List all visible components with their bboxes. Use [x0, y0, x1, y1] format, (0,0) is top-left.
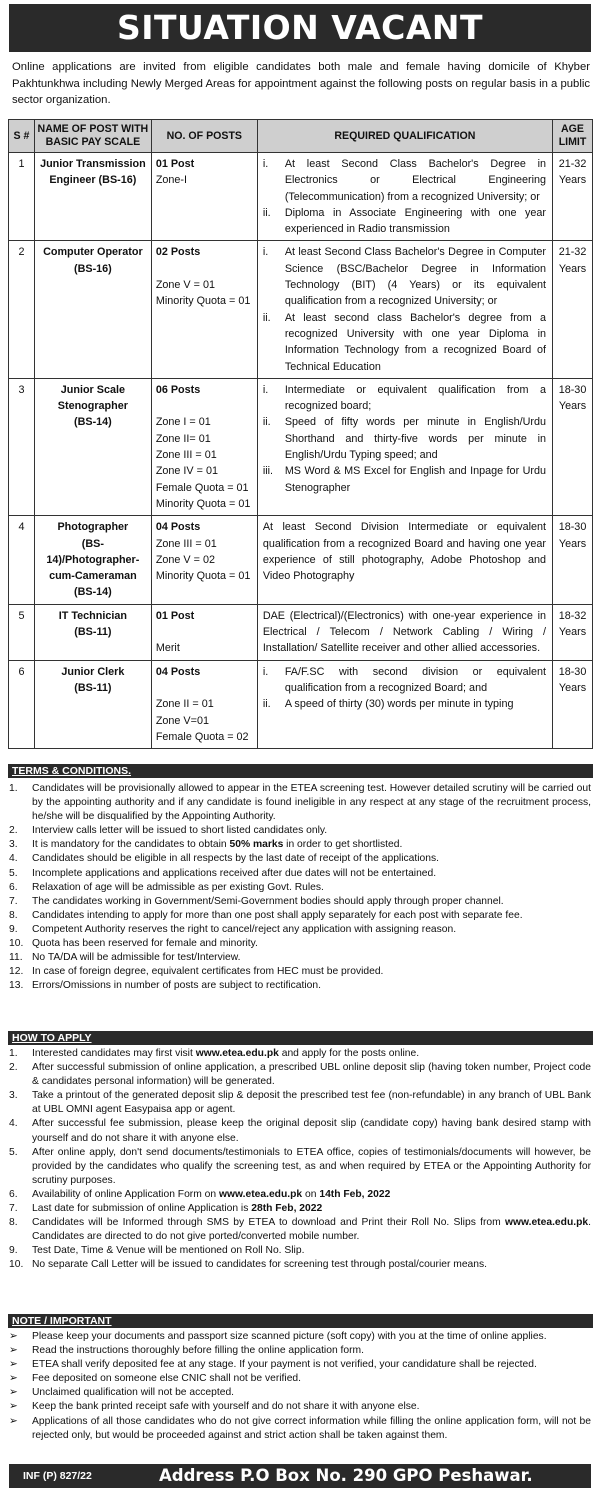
serial-number-cell: 6 [9, 660, 35, 748]
post-name-line: (BS-11) [74, 681, 112, 694]
item-text: Incomplete applications and applications received after due dates will not be entertained. [32, 867, 437, 879]
item-text: Candidates will be provisionally allowed to appear in the ETEA screening test. However detailed scrutiny will be carried out by the appointing authority and if any candidate is found ineligible in any respect at any stage of the recruitment process, he/she will be disqualified by the Appointing Authority. [32, 783, 591, 823]
qualification-marker: iii. [262, 465, 274, 478]
age-limit-line: 21-32 [558, 246, 587, 259]
bullet-marker: ➢ [9, 1345, 18, 1357]
bullet-marker: ➢ [9, 1415, 18, 1427]
list-item [9, 1047, 591, 1061]
zone-quota-line: Zone V = 01 [155, 279, 215, 292]
qualification-cell [257, 516, 552, 604]
age-limit-line: Years [558, 400, 587, 413]
posts-count: 06 Posts [155, 383, 201, 396]
post-name-cell [34, 516, 151, 604]
age-limit-line: 18-30 [558, 383, 587, 396]
qualification-item [263, 696, 546, 712]
posts-count: 01 Post [155, 609, 195, 622]
qualification-marker: i. [262, 665, 269, 678]
list-item [9, 923, 591, 937]
item-number: 1. [9, 783, 18, 794]
item-number: 13. [9, 980, 24, 992]
posts-count-cell [151, 241, 257, 378]
qualification-text: Speed of fifty words per minute in English/Urdu Shorthand and thirty-five words per minute in English/Urdu Typing speed; and [284, 416, 547, 462]
post-name-line: Stenographer [57, 400, 128, 413]
bullet-marker: ➢ [9, 1401, 18, 1413]
item-number: 9. [9, 1245, 18, 1257]
terms-list [9, 782, 591, 993]
item-text: The candidates working in Government/Semi-Government bodies should apply through proper channel. [32, 895, 504, 907]
qualification-text: MS Word & MS Excel for English and Inpage for Urdu Stenographer [284, 465, 547, 494]
item-text: Competent Authority reserves the right to cancel/reject any application with assigning reason. [32, 923, 457, 935]
header-post-name: NAME OF POST WITH BASIC PAY SCALE [34, 120, 151, 153]
item-text: It is mandatory for the candidates to obtain 50% marks in order to get shortlisted. [32, 839, 403, 851]
bullet-marker: ➢ [9, 1373, 18, 1385]
item-number: 10. [9, 1259, 24, 1271]
list-item [9, 1386, 591, 1400]
item-number: 2. [9, 1062, 18, 1074]
inf-number: INF (P) 827/22 [23, 1470, 92, 1482]
list-item [9, 1258, 591, 1272]
header-no-of-posts: NO. OF POSTS [151, 120, 257, 153]
item-text: Unclaimed qualification will not be accepted. [32, 1387, 235, 1399]
item-number: 4. [9, 1118, 18, 1130]
zone-quota-line: Minority Quota = 01 [155, 570, 251, 583]
list-item [9, 1358, 591, 1372]
zone-quota-line: Minority Quota = 01 [155, 295, 251, 308]
item-number: 7. [9, 1203, 18, 1215]
qualification-text: At least Second Class Bachelor's Degree in Electronics or Electrical Engineering (Telecommunication) from a recognized University; or [284, 158, 547, 203]
item-text: Take a printout of the generated deposit slip & deposit the prescribed test fee (non-refundable) in any branch of UBL Bank at UBL OMNI agent Easypaisa app or agent. [32, 1090, 591, 1116]
item-number: 9. [9, 923, 18, 935]
age-limit-line: 18-30 [558, 665, 587, 678]
item-number: 6. [9, 1188, 18, 1200]
qualification-text: At least Second Division Intermediate or equivalent qualification from a recognized Board and having one year experience of still photography, Adobe Photoshop and Video Photography [262, 521, 547, 583]
qualification-item [263, 382, 546, 415]
postal-address: Address P.O Box No. 290 GPO Peshawar. [159, 1466, 533, 1485]
item-text: No separate Call Letter will be issued to candidates for screening test through postal/courier means. [32, 1259, 488, 1271]
item-text: Candidates will be Informed through SMS by ETEA to download and Print their Roll No. Slips from www.etea.edu.pk. Candidates are directed to do not give ported/converted mobile number. [32, 1217, 591, 1243]
posts-count: 04 Posts [155, 521, 201, 534]
zone-quota-line: Zone I = 01 [155, 416, 211, 429]
post-name-line: (BS-14)/Photographer- [46, 537, 140, 566]
qualification-text: Intermediate or equivalent qualification from a recognized board; [284, 383, 547, 413]
post-name-line: Junior Scale [60, 383, 125, 396]
item-text: ETEA shall verify deposited fee at any stage. If your payment is not verified, your candidature shall be rejected. [32, 1359, 537, 1371]
serial-number-cell: 5 [9, 604, 35, 660]
item-text: Read the instructions thoroughly before filling the online application form. [32, 1345, 364, 1357]
age-limit-cell [553, 241, 593, 378]
qualification-cell [257, 660, 552, 748]
age-limit-cell [553, 660, 593, 748]
list-item [9, 1344, 591, 1358]
age-limit-line: Years [558, 537, 587, 550]
list-item [9, 909, 591, 923]
zone-quota-line: Zone III = 01 [155, 537, 217, 550]
header-sno: S # [9, 120, 35, 153]
qualification-text: Diploma in Associate Engineering with one year experienced in Radio transmission [284, 206, 547, 236]
list-item [9, 1202, 591, 1216]
serial-number-cell: 3 [9, 378, 35, 515]
qualification-item [263, 414, 546, 463]
item-text: After successful submission of online application, a prescribed UBL online deposit slip (having token number, Project code & candidates personal information) will be generated. [32, 1062, 591, 1088]
zone-quota-line: Zone II= 01 [155, 432, 211, 445]
list-item [9, 979, 591, 993]
post-name-line: cum-Cameraman [49, 570, 137, 583]
qualification-marker: i. [262, 158, 269, 170]
serial-number-cell: 1 [9, 153, 35, 241]
post-name-line: Junior Clerk [61, 665, 125, 678]
list-item [9, 965, 591, 979]
list-item [9, 951, 591, 965]
post-name-cell [34, 241, 151, 378]
age-limit-line: 18-32 [558, 609, 587, 622]
item-number: 7. [9, 895, 18, 907]
table-row [9, 660, 593, 748]
posts-count-cell [151, 153, 257, 241]
list-item [9, 1117, 591, 1145]
item-number: 1. [9, 1048, 18, 1059]
posts-count: 01 Post [155, 158, 195, 170]
age-limit-line: Years [558, 626, 587, 639]
post-name-cell [34, 604, 151, 660]
qualification-marker: ii. [262, 206, 271, 219]
list-item [9, 1188, 591, 1202]
age-limit-line: Years [558, 681, 587, 694]
post-name-line: IT Technician [58, 609, 127, 622]
posts-count-cell [151, 604, 257, 660]
item-text: Last date for submission of online Application is 28th Feb, 2022 [32, 1203, 323, 1215]
list-item [9, 1089, 591, 1117]
list-item [9, 937, 591, 951]
post-name-line: (BS-14) [73, 416, 112, 429]
zone-quota-line: Zone V = 02 [155, 553, 215, 566]
age-limit-line: Years [558, 262, 587, 275]
item-text: Quota has been reserved for female and minority. [32, 938, 258, 950]
posts-count: 02 Posts [155, 246, 201, 259]
table-header-row [9, 120, 593, 153]
item-text: Test Date, Time & Venue will be mentioned on Roll No. Slip. [32, 1245, 305, 1257]
zone-quota-line: Zone IV = 01 [155, 465, 218, 478]
list-item [9, 1146, 591, 1188]
zone-quota-line: Merit [155, 642, 180, 655]
item-number: 10. [9, 938, 24, 950]
note-heading: NOTE / IMPORTANT [8, 1314, 593, 1328]
note-list [9, 1330, 591, 1443]
zone-quota-line: Zone-I [155, 174, 188, 187]
posts-count-cell [151, 660, 257, 748]
bullet-marker: ➢ [9, 1359, 18, 1371]
qualification-item [263, 156, 546, 205]
item-text: Relaxation of age will be admissible as per existing Govt. Rules. [32, 881, 324, 893]
footer-bar [9, 1464, 591, 1488]
item-text: Please keep your documents and passport size scanned picture (soft copy) with you at the time of online applies. [32, 1331, 547, 1342]
item-number: 8. [9, 1217, 18, 1229]
qualification-text: At least second class Bachelor's degree from a recognized University with one year Diploma in Information Technology from a recognized Board of Technical Education [284, 311, 547, 373]
list-item [9, 1216, 591, 1244]
age-limit-cell [553, 516, 593, 604]
qualification-marker: i. [262, 246, 269, 259]
age-limit-line: 21-32 [558, 158, 587, 170]
post-name-cell [34, 153, 151, 241]
qualification-item [263, 463, 546, 496]
item-number: 2. [9, 825, 18, 837]
age-limit-cell [553, 378, 593, 515]
list-item [9, 1244, 591, 1258]
qualification-cell [257, 153, 552, 241]
item-text: After successful fee submission, please keep the original deposit slip (candidate copy) having bank desired stamp with yourself and do not share it with anyone else. [32, 1118, 591, 1144]
list-item [9, 1400, 591, 1414]
qualification-cell [257, 378, 552, 515]
posts-count: 04 Posts [155, 665, 201, 678]
item-text: Availability of online Application Form on www.etea.edu.pk on 14th Feb, 2022 [32, 1188, 391, 1200]
qualification-text: A speed of thirty (30) words per minute in typing [284, 698, 514, 711]
item-number: 5. [9, 867, 18, 879]
item-text: Applications of all those candidates who do not give correct information while filling the online application form, will not be rejected only, but would be proceeded against and strict action shall be taken against them. [32, 1415, 591, 1441]
zone-quota-line: Zone II = 01 [155, 698, 214, 711]
post-name-line: (BS-11) [74, 626, 112, 639]
list-item [9, 824, 591, 838]
table-row [9, 153, 593, 241]
list-item [9, 852, 591, 866]
terms-heading: TERMS & CONDITIONS. [8, 764, 593, 778]
item-text: Errors/Omissions in number of posts are subject to rectification. [32, 980, 321, 992]
list-item [9, 867, 591, 881]
item-number: 8. [9, 909, 18, 921]
qualification-item [263, 244, 546, 309]
list-item [9, 838, 591, 852]
zone-quota-line: Female Quota = 02 [155, 730, 249, 743]
posts-count-cell [151, 378, 257, 515]
item-text: Interview calls letter will be issued to short listed candidates only. [32, 825, 328, 837]
qualification-item [263, 205, 546, 238]
qualification-cell [257, 241, 552, 378]
zone-quota-line: Zone III = 01 [155, 449, 217, 462]
qualification-marker: ii. [262, 416, 271, 429]
table-row [9, 378, 593, 515]
post-name-line: Computer Operator [43, 246, 143, 259]
zone-quota-line: Female Quota = 01 [155, 481, 249, 494]
item-text: Keep the bank printed receipt safe with yourself and do not share it with anyone else. [32, 1401, 420, 1413]
age-limit-line: 18-30 [558, 521, 587, 534]
qualification-item [263, 664, 546, 697]
bullet-marker: ➢ [9, 1387, 18, 1399]
zone-quota-line: Zone V=01 [155, 714, 209, 727]
post-name-line: Junior Transmission [40, 158, 146, 170]
item-text: Candidates should be eligible in all respects by the last date of receipt of the applications. [32, 853, 439, 865]
qualification-item [263, 310, 546, 375]
item-number: 11. [9, 952, 23, 964]
item-text: In case of foreign degree, equivalent certificates from HEC must be provided. [32, 966, 384, 978]
post-name-line: Photographer [57, 521, 129, 534]
age-limit-line: Years [558, 174, 587, 187]
qualification-marker: ii. [262, 311, 271, 324]
list-item [9, 895, 591, 909]
item-text: Fee deposited on someone else CNIC shall not be verified. [32, 1373, 302, 1385]
intro-paragraph: Online applications are invited from eligible candidates both male and female having domicile of Khyber Pakhtunkhwa including Newly Merged Areas for appointment against the following posts on regular basis in a public sector organization. [12, 61, 590, 106]
serial-number-cell: 2 [9, 241, 35, 378]
item-number: 5. [9, 1146, 18, 1158]
qualification-marker: ii. [262, 698, 271, 711]
item-number: 6. [9, 881, 18, 893]
qualification-cell [257, 604, 552, 660]
title-banner [9, 4, 591, 52]
post-name-cell [34, 378, 151, 515]
post-name-line: (BS-16) [73, 262, 112, 275]
age-limit-cell [553, 153, 593, 241]
list-item [9, 1330, 591, 1344]
zone-quota-line: Minority Quota = 01 [155, 497, 251, 510]
posts-table [8, 119, 593, 749]
item-number: 3. [9, 839, 18, 851]
how-to-apply-list [9, 1047, 591, 1273]
table-row [9, 241, 593, 378]
item-number: 3. [9, 1090, 18, 1102]
how-to-apply-heading: HOW TO APPLY [8, 1031, 593, 1045]
list-item [9, 1415, 591, 1443]
list-item [9, 1372, 591, 1386]
age-limit-cell [553, 604, 593, 660]
table-row [9, 516, 593, 604]
qualification-marker: i. [262, 383, 269, 396]
posts-count-cell [151, 516, 257, 604]
qualification-text: DAE (Electrical)/(Electronics) with one-year experience in Electrical / Telecom / Network Cabling / Wiring / Installation/ Satellite receiver and other allied accessories. [262, 609, 547, 655]
table-row [9, 604, 593, 660]
bullet-marker: ➢ [9, 1331, 18, 1342]
list-item [9, 782, 591, 824]
post-name-line: (BS-14) [73, 586, 112, 599]
item-text: No TA/DA will be admissible for test/Interview. [32, 952, 241, 964]
post-name-cell [34, 660, 151, 748]
qualification-text: FA/F.SC with second division or equivalent qualification from a recognized Board; and [284, 665, 547, 694]
item-text: After online apply, don't send documents/testimonials to ETEA office, copies of testimonials/documents will however, be provided by the candidates who qualify the screening test, as and when required by ETEA or the Appointing Authority for scrutiny purposes. [32, 1146, 591, 1186]
serial-number-cell: 4 [9, 516, 35, 604]
page-title: SITUATION VACANT [117, 8, 483, 47]
item-number: 4. [9, 853, 18, 865]
list-item [9, 881, 591, 895]
header-qualification: REQUIRED QUALIFICATION [257, 120, 552, 153]
post-name-line: Engineer (BS-16) [49, 174, 137, 187]
item-number: 12. [9, 966, 24, 978]
qualification-text: At least Second Class Bachelor's Degree in Computer Science (BSC/Bachelor Degree in Information Technology (BIT) (4 Years) or its equivalent qualification from a recognized University; or [284, 246, 547, 308]
item-text: Candidates intending to apply for more than one post shall apply separately for each post with separate fee. [32, 909, 523, 921]
list-item [9, 1061, 591, 1089]
item-text: Interested candidates may first visit www.etea.edu.pk and apply for the posts online. [32, 1048, 420, 1059]
header-age-limit: AGE LIMIT [553, 120, 593, 153]
